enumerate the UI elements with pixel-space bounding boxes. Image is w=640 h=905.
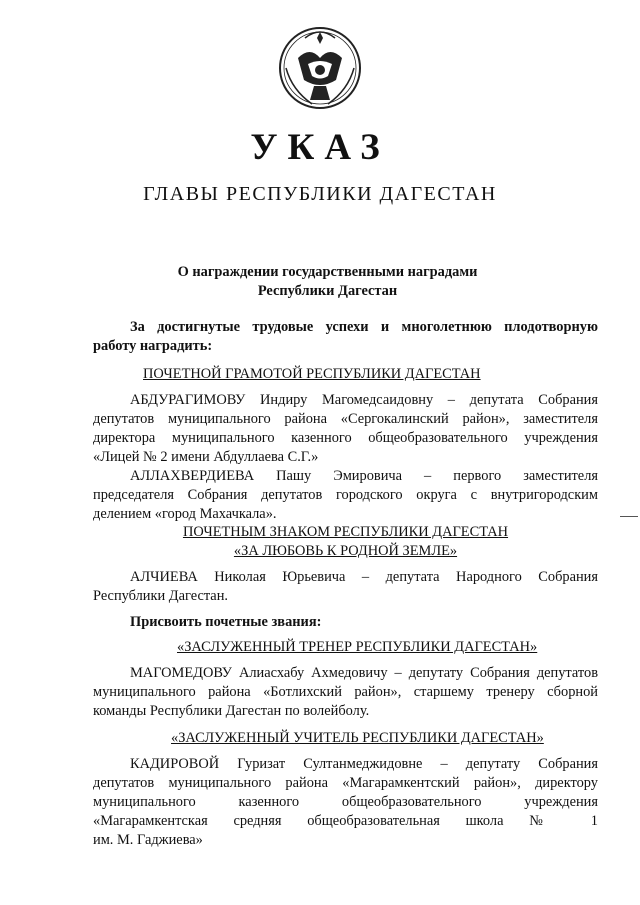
honorary-p2-line-4: «Магарамкентская средняя общеобразовательная школа № 1 [93,813,598,829]
honorary-p1-line-1: МАГОМЕДОВУ Алиасхабу Ахмедовичу – депутату Собрания депутатов [130,665,598,681]
honorary-title-coach: «ЗАСЛУЖЕННЫЙ ТРЕНЕР РЕСПУБЛИКИ ДАГЕСТАН» [177,639,538,655]
issuer-title: ГЛАВЫ РЕСПУБЛИКИ ДАГЕСТАН [143,183,497,205]
honorary-p2-line-5: им. М. Гаджиева» [93,832,203,848]
document-heading [60,263,595,301]
honorary-p1-line-2: муниципального района «Ботлихский район», старшему тренеру сборной [93,684,598,700]
award-title-znak-subtitle: «ЗА ЛЮБОВЬ К РОДНОЙ ЗЕМЛЕ» [233,543,458,559]
award1-p2-line-2: председателя Собрания депутатов городского округа с внутригородским [93,487,598,503]
award1-p2-line-3: делением «город Махачкала». [93,506,277,522]
intro-line-1: За достигнутые трудовые успехи и многолетнюю плодотворную [130,319,598,335]
honorary-title-teacher: «ЗАСЛУЖЕННЫЙ УЧИТЕЛЬ РЕСПУБЛИКИ ДАГЕСТАН» [171,730,544,746]
margin-mark [620,516,638,517]
award1-p1-line-4: «Лицей № 2 имени Абдуллаева С.Г.» [93,449,319,465]
coat-of-arms-icon [270,18,370,114]
honorary-p2-line-2: депутатов муниципального района «Магарамкентский район», директору [93,775,598,791]
award-title-znak: ПОЧЕТНЫМ ЗНАКОМ РЕСПУБЛИКИ ДАГЕСТАН [182,524,509,540]
award-title-gramota: ПОЧЕТНОЙ ГРАМОТОЙ РЕСПУБЛИКИ ДАГЕСТАН [143,366,481,382]
honorary-p2-line-1: КАДИРОВОЙ Гуризат Султанмеджидовне – депутату Собрания [130,756,598,772]
intro-line-2: работу наградить: [93,338,213,354]
award1-p1-line-2: депутатов муниципального района «Сергокалинский район», заместителя [93,411,598,427]
honorary-intro: Присвоить почетные звания: [130,614,322,630]
award1-p1-line-1: АБДУРАГИМОВУ Индиру Магомедсаидовну – депутата Собрания [130,392,598,408]
award1-p2-line-1: АЛЛАХВЕРДИЕВА Пашу Эмировича – первого заместителя [130,468,598,484]
award1-p1-line-3: директора муниципального казенного общеобразовательного учреждения [93,430,598,446]
honorary-p2-line-3: муниципального казенного общеобразовательного учреждения [93,794,598,810]
heading-line-1: О награждении государственными наградами [177,264,478,280]
award2-p1-line-2: Республики Дагестан. [93,588,228,604]
heading-line-2: Республики Дагестан [257,283,398,299]
document-type-title: УКАЗ [250,127,390,168]
award2-p1-line-1: АЛЧИЕВА Николая Юрьевича – депутата Народного Собрания [130,569,598,585]
honorary-p1-line-3: команды Республики Дагестан по волейболу. [93,703,370,719]
